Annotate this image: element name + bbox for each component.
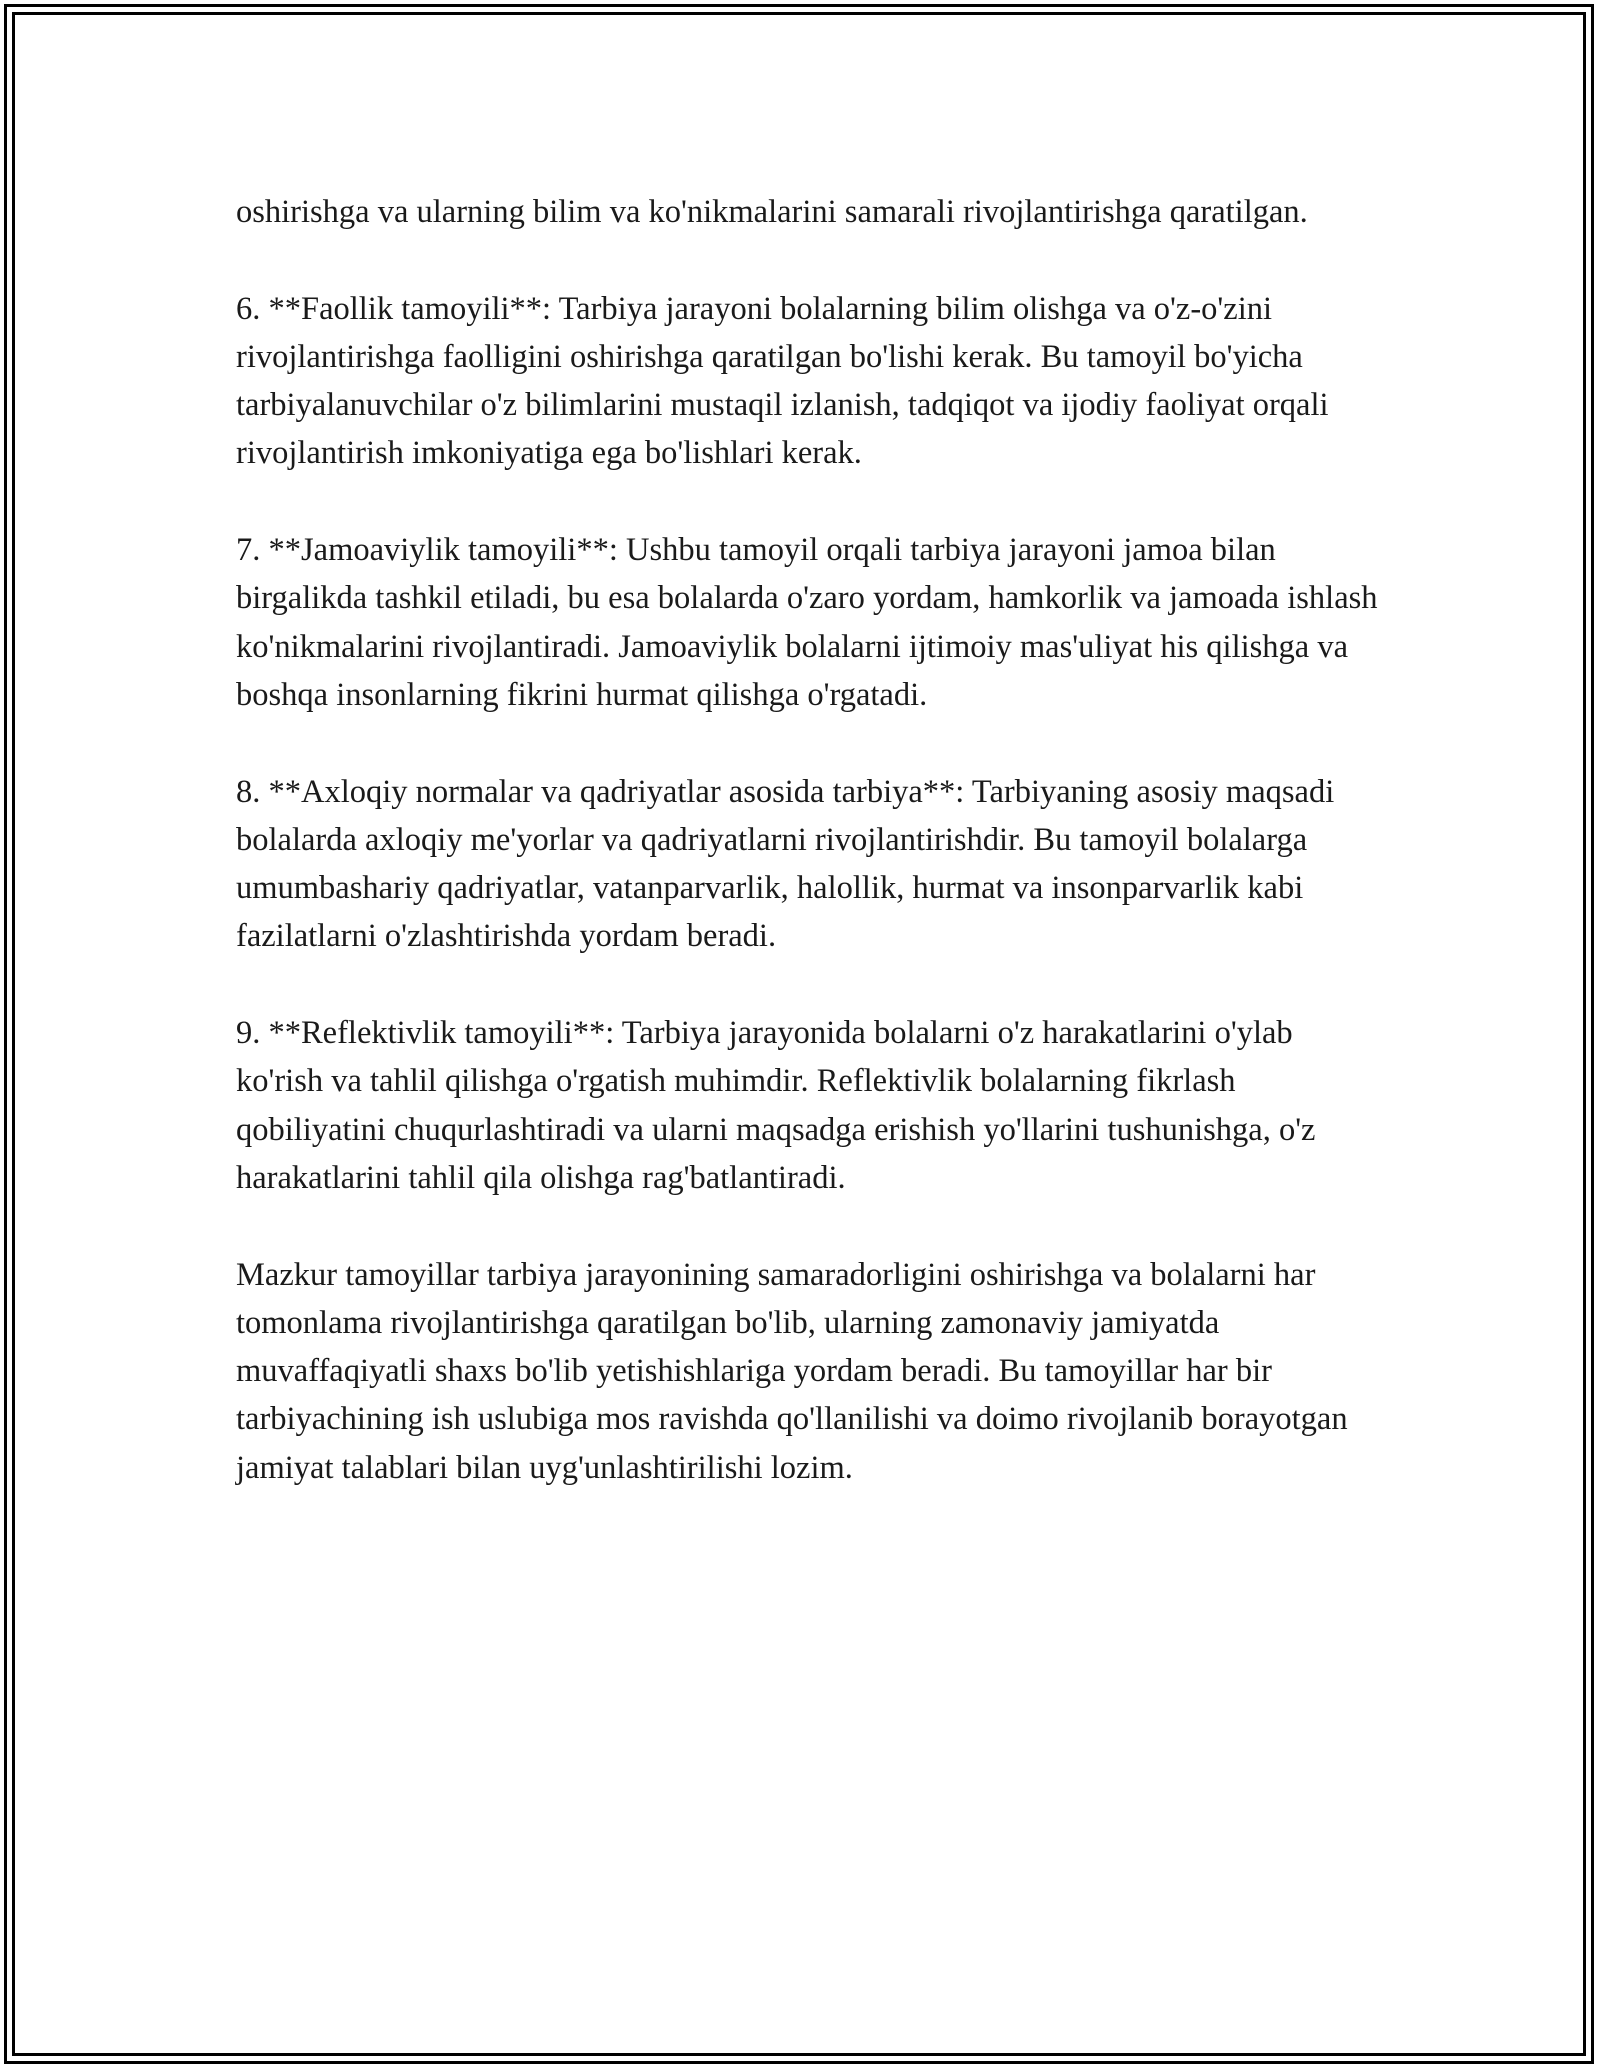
paragraph-faollik: 6. **Faollik tamoyili**: Tarbiya jarayoni bolalarning bilim olishga va o'z-o'zini rivojlantirishga faolligini oshirishga qaratilgan bo'lishi kerak. Bu tamoyil bo'yicha tarbiyalanuvchilar o'z bilimlarini mustaqil izlanish, tadqiqot va ijodiy faoliyat orqali rivojlantirish imkoniyatiga ega bo'lishlari kerak. <box>236 290 1329 472</box>
paragraph-axloqiy: 8. **Axloqiy normalar va qadriyatlar asosida tarbiya**: Tarbiyaning asosiy maqsadi bolalarda axloqiy me'yorlar va qadriyatlarni rivojlantirishdir. Bu tamoyil bolalarga umumbashariy qadriyatlar, vatanparvarlik, halollik, hurmat va insonparvarlik kabi fazilatlarni o'zlashtirishda yordam beradi. <box>236 773 1335 955</box>
document-body <box>236 188 1386 1492</box>
paragraph-reflektivlik: 9. **Reflektivlik tamoyili**: Tarbiya jarayonida bolalarni o'z harakatlarini o'ylab ko'rish va tahlil qilishga o'rgatish muhimdir. Reflektivlik bolalarning fikrlash qobiliyatini chuqurlashtiradi va ularni maqsadga erishish yo'llarini tushunishga, o'z harakatlarini tahlil qila olishga rag'batlantiradi. <box>236 1015 1316 1196</box>
paragraph-jamoaviylik: 7. **Jamoaviylik tamoyili**: Ushbu tamoyil orqali tarbiya jarayoni jamoa bilan birgalikda tashkil etiladi, bu esa bolalarda o'zaro yordam, hamkorlik va jamoada ishlash ko'nikmalarini rivojlantiradi. Jamoaviylik bolalarni ijtimoiy mas'uliyat his qilishga va boshqa insonlarning fikrini hurmat qilishga o'rgatadi. <box>236 532 1378 713</box>
paragraph-continuation: oshirishga va ularning bilim va ko'nikmalarini samarali rivojlantirishga qaratilgan. <box>236 194 1308 230</box>
paragraph-conclusion: Mazkur tamoyillar tarbiya jarayonining samaradorligini oshirishga va bolalarni har tomonlama rivojlantirishga qaratilgan bo'lib, ularning zamonaviy jamiyatda muvaffaqiyatli shaxs bo'lib yetishishlariga yordam beradi. Bu tamoyillar har bir tarbiyachining ish uslubiga mos ravishda qo'llanilishi va doimo rivojlanib borayotgan jamiyat talablari bilan uyg'unlashtirilishi lozim. <box>236 1256 1348 1486</box>
